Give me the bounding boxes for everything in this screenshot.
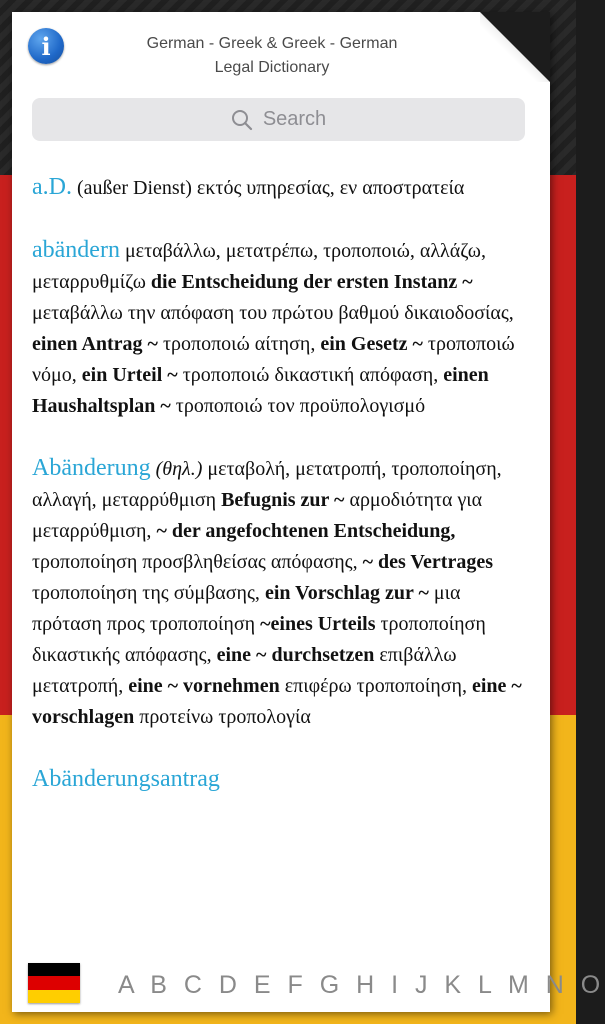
definition: (außer Dienst) εκτός υπηρεσίας, εν αποστρατεία — [71, 177, 465, 199]
phrase: eine ~ vorschlagen — [32, 675, 522, 728]
search-placeholder: Search — [262, 108, 327, 130]
headword: a.D. — [32, 174, 72, 200]
headword: Abänderungsantrag — [32, 766, 220, 792]
definition: τροποποιώ τον προϋπολογισμό — [170, 395, 426, 417]
phrase: ~ des Vertrages — [362, 551, 493, 573]
definition: επιφέρω τροποποίηση, — [279, 675, 472, 697]
alphabet-index[interactable]: A B C D E F G H I J K L M N O — [118, 971, 605, 999]
info-icon[interactable]: i — [28, 28, 64, 64]
entries-list — [32, 172, 527, 947]
definition: προτείνω τροπολογία — [134, 706, 311, 728]
phrase: eine ~ vornehmen — [128, 675, 280, 697]
app-title — [122, 32, 422, 80]
dictionary-page — [12, 12, 605, 1012]
phrase: ~eines Urteils — [260, 613, 376, 635]
app-title-line2: Legal Dictionary — [214, 59, 330, 76]
definition: τροποποίηση δικαστικής απόφασης, — [32, 613, 486, 666]
app-title-line1: German - Greek & Greek - German — [146, 35, 398, 52]
definition: αρμοδιότητα για μεταρρύθμιση, — [32, 489, 483, 542]
entry-abaenderung[interactable] — [32, 453, 527, 733]
phrase: ~ der angefochtenen Entscheidung, — [156, 520, 456, 542]
entry-abaendern[interactable] — [32, 235, 527, 422]
phrase: ein Gesetz ~ — [320, 333, 423, 355]
page-curl-corner — [480, 12, 550, 82]
definition: τροποποίηση προσβληθείσας απόφασης, — [32, 551, 363, 573]
headword: Abänderung — [32, 455, 151, 481]
definition: τροποποιώ αίτηση, — [157, 333, 321, 355]
phrase: einen Antrag ~ — [32, 333, 158, 355]
definition: μεταβολή, μετατροπή, τροποποίηση, αλλαγή, μεταρρύθμιση — [32, 458, 502, 511]
phrase: einen Haushaltsplan ~ — [32, 364, 489, 417]
phrase: die Entscheidung der ersten Instanz ~ — [150, 271, 473, 293]
search-icon — [231, 109, 253, 131]
phrase: ein Urteil ~ — [81, 364, 178, 386]
search-input[interactable] — [32, 98, 525, 141]
gender-label: (θηλ.) — [155, 458, 203, 480]
entry-aD[interactable] — [32, 172, 527, 204]
headword: abändern — [32, 237, 120, 263]
phrase: Befugnis zur ~ — [221, 489, 345, 511]
alphabet-index-bar — [12, 947, 605, 1012]
definition: τροποποιώ νόμο, — [32, 333, 515, 386]
definition: μεταβάλλω την απόφαση του πρώτου βαθμού δικαιοδοσίας, — [32, 302, 514, 324]
definition: επιβάλλω μετατροπή, — [32, 644, 457, 697]
phrase: ein Vorschlag zur ~ — [264, 582, 429, 604]
entry-abaenderungsantrag[interactable] — [32, 764, 527, 796]
definition: μεταβάλλω, μετατρέπω, τροποποιώ, αλλάζω, μεταρρυθμίζω — [32, 240, 486, 293]
definition: τροποποίηση της σύμβασης, — [32, 582, 265, 604]
phrase: eine ~ durchsetzen — [216, 644, 375, 666]
definition: τροποποιώ δικαστική απόφαση, — [177, 364, 444, 386]
definition: μια πρόταση προς τροποποίηση — [32, 582, 461, 635]
german-flag-icon[interactable] — [28, 963, 80, 1003]
